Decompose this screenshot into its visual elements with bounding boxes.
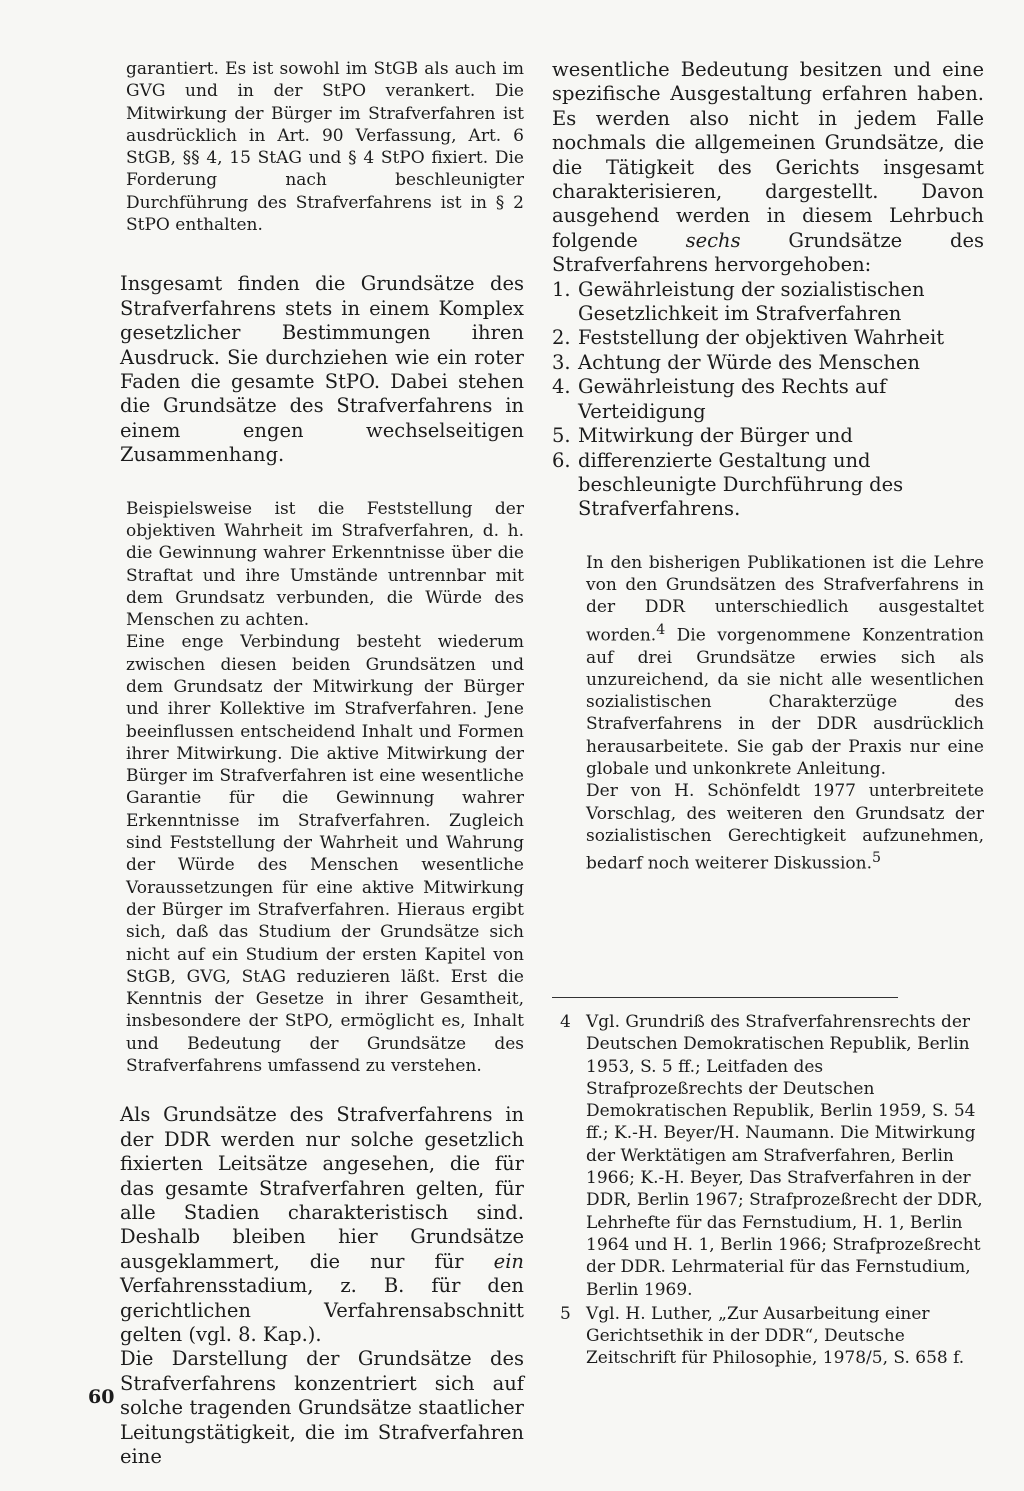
list-item: 5. Mitwirkung der Bürger und xyxy=(552,424,853,448)
left-paragraph-definition: Als Grundsätze des Strafverfahrens in der DDR werden nur solche gesetzlich fixierten Leitsätze angesehen, die für das gesamte Strafverfahren gelten, für alle Stadien charakteristisch sind. Deshalb bleiben hier Grundsätze ausgeklammert, die nur für ein Verfahrensstadium, z. B. für den gerichtlichen Verfahrensabschnitt gelten (vgl. 8. Kap.). xyxy=(120,1103,524,1346)
footnote: 5 Vgl. H. Luther, „Zur Ausarbeitung einer Gerichtsethik in der DDR“, Deutsche Zeitschrift für Philosophie, 1978/5, S. 658 f. xyxy=(560,1303,965,1369)
left-column xyxy=(120,58,524,1469)
principles-list xyxy=(552,278,984,522)
list-item: 6. differenzierte Gestaltung und beschleunigte Durchführung des Strafverfahrens. xyxy=(552,448,904,521)
right-paragraph-1: wesentliche Bedeutung besitzen und eine spezifische Ausgestaltung erfahren haben. Es werden also nicht in jedem Falle nochmals die allgemeinen Grundsätze, die die Tätigkeit des Gerichts insgesamt charakterisieren, dargestellt. Davon ausgehend werden in diesem Lehrbuch folgende sechs Grundsätze des Strafverfahrens hervorgehoben: xyxy=(552,58,984,277)
footnotes xyxy=(560,1011,984,1372)
page-number: 60 xyxy=(88,1386,115,1408)
list-item: 2. Feststellung der objektiven Wahrheit xyxy=(552,326,945,350)
list-item: 1. Gewährleistung der sozialistischen Gesetzlichkeit im Strafverfahren xyxy=(552,277,925,326)
left-connection-paragraph: Eine enge Verbindung besteht wiederum zwischen diesen beiden Grundsätzen und dem Grundsatz der Mitwirkung der Bürger und ihrer Kollektive im Strafverfahren. Jene beeinflussen entscheidend Inhalt und Formen ihrer Mitwirkung. Die aktive Mitwirkung der Bürger im Strafverfahren ist eine wesentliche Garantie für die Gewinnung wahrer Erkenntnisse im Strafverfahren. Zugleich sind Feststellung der Wahrheit und Wahrung der Würde des Menschen wesentliche Voraussetzungen für eine aktive Mitwirkung der Bürger im Strafverfahren. Hieraus ergibt sich, daß das Studium der Grundsätze sich nicht auf ein Studium der ersten Kapitel von StGB, GVG, StAG reduzieren läßt. Erst die Kenntnis der Gesetze in ihrer Gesamtheit, insbesondere der StPO, ermöglicht es, Inhalt und Bedeutung der Grundsätze des Strafverfahrens umfassend zu verstehen. xyxy=(126,632,524,1077)
emphasis-ein: ein xyxy=(493,1249,524,1273)
list-item: 3. Achtung der Würde des Menschen xyxy=(552,350,920,374)
right-proposal-paragraph: Der von H. Schönfeldt 1977 unterbreitete Vorschlag, des weiteren den Grundsatz der sozialistischen Gerechtigkeit aufzunehmen, bedarf noch weiterer Diskussion.$^5$ xyxy=(586,781,984,874)
left-paragraph-1: garantiert. Es ist sowohl im StGB als auch im GVG und in der StPO verankert. Die Mitwirkung der Bürger im Strafverfahren ist ausdrücklich in Art. 90 Verfassung, Art. 6 StGB, §§ 4, 15 StAG und § 4 StPO fixiert. Die Forderung nach beschleunigter Durchführung des Strafverfahrens ist in § 2 StPO enthalten. xyxy=(126,59,524,236)
emphasis-sechs: sechs xyxy=(685,228,741,252)
footnote-ref-5[interactable]: 5 xyxy=(872,850,882,867)
footnote-ref-4[interactable]: 4 xyxy=(656,621,666,638)
left-example-paragraph: Beispielsweise ist die Feststellung der objektiven Wahrheit im Strafverfahren, d. h. die Gewinnung wahrer Erkenntnisse über die Straftat und ihre Umstände untrennbar mit dem Grundsatz verbunden, die Würde des Menschen zu achten. xyxy=(126,498,524,631)
footnote-divider xyxy=(552,997,898,998)
right-column xyxy=(552,58,984,875)
left-paragraph-2: Insgesamt finden die Grundsätze des Strafverfahrens stets in einem Komplex gesetzlicher Bestimmungen ihren Ausdruck. Sie durchziehen wie ein roter Faden die gesamte StPO. Dabei stehen die Grundsätze des Strafverfahrens in einem engen wechselseitigen Zusammenhang. xyxy=(120,272,524,467)
list-item: 4. Gewährleistung des Rechts auf Verteidigung xyxy=(552,375,887,423)
left-paragraph-final: Die Darstellung der Grundsätze des Strafverfahrens konzentriert sich auf solche tragenden Grundsätze staatlicher Leitungstätigkeit, die im Strafverfahren eine xyxy=(120,1347,524,1469)
right-publications-paragraph: In den bisherigen Publikationen ist die Lehre von den Grundsätzen des Strafverfahrens in der DDR unterschiedlich ausgestaltet worden.$^4$ Die vorgenommene Konzentration auf drei Grundsätze erwies sich als unzureichend, da sie nicht alle wesentlichen sozialistischen Charakterzüge des Strafverfahrens in der DDR ausdrücklich herausarbeitete. Sie gab der Praxis nur eine globale und unkonkrete Anleitung. xyxy=(586,552,984,780)
footnote: 4 Vgl. Grundriß des Strafverfahrensrechts der Deutschen Demokratischen Republik, Berlin 1953, S. 5 ff.; Leitfaden des Strafprozeßrechts der Deutschen Demokratischen Republik, Berlin 1959, S. 54 ff.; K.-H. Beyer/H. Naumann. Die Mitwirkung der Werktätigen am Strafverfahren, Berlin 1966; K.-H. Beyer, Das Strafverfahren in der DDR, Berlin 1967; Strafprozeßrecht der DDR, Lehrhefte für das Fernstudium, H. 1, Berlin 1964 und H. 1, Berlin 1966; Strafprozeßrecht der DDR. Lehrmaterial für das Fernstudium, Berlin 1969. xyxy=(560,1012,983,1300)
